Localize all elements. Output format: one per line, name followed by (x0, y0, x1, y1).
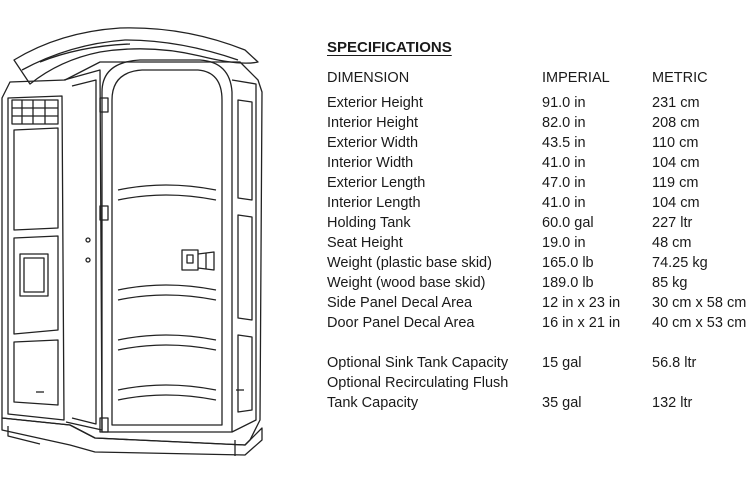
door (112, 70, 222, 425)
table-row (327, 273, 750, 293)
row-label: Holding Tank (327, 215, 411, 231)
row-metric: 48 cm (652, 235, 692, 251)
table-row (327, 233, 750, 253)
row-label: Tank Capacity (327, 395, 419, 411)
table-row (327, 213, 750, 233)
spec-title: SPECIFICATIONS (327, 39, 452, 56)
row-imperial: 165.0 lb (542, 255, 594, 271)
row-imperial: 12 in x 23 in (542, 295, 621, 311)
row-label: Weight (wood base skid) (327, 275, 486, 291)
roof (14, 28, 258, 84)
row-metric: 119 cm (652, 175, 699, 191)
row-imperial: 16 in x 21 in (542, 315, 621, 331)
row-label: Exterior Width (327, 135, 419, 151)
row-label: Seat Height (327, 235, 403, 251)
row-metric: 40 cm x 53 cm (652, 315, 747, 331)
row-imperial: 47.0 in (542, 175, 586, 191)
col-metric: METRIC (652, 70, 708, 86)
optional-row (327, 393, 750, 413)
row-metric: 227 ltr (652, 215, 693, 231)
row-label: Door Panel Decal Area (327, 315, 475, 331)
row-metric: 132 ltr (652, 395, 693, 411)
table-row (327, 293, 750, 313)
optional-row (327, 353, 750, 373)
row-metric: 74.25 kg (652, 255, 708, 271)
row-metric: 104 cm (652, 195, 700, 211)
row-label: Side Panel Decal Area (327, 295, 473, 311)
row-imperial: 189.0 lb (542, 275, 594, 291)
row-label: Weight (plastic base skid) (327, 255, 492, 271)
row-metric: 85 kg (652, 275, 688, 291)
vent-grille (12, 100, 58, 124)
row-imperial: 35 gal (542, 395, 582, 411)
row-label: Optional Sink Tank Capacity (327, 355, 509, 371)
table-row (327, 173, 750, 193)
door-latch (182, 250, 214, 270)
col-dimension: DIMENSION (327, 70, 410, 86)
table-row (327, 253, 750, 273)
header-row (327, 68, 750, 88)
table-row (327, 193, 750, 213)
portable-toilet-illustration (0, 0, 300, 490)
optional-row (327, 373, 750, 393)
row-label: Interior Height (327, 115, 419, 131)
row-metric: 231 cm (652, 95, 700, 111)
row-imperial: 91.0 in (542, 95, 586, 111)
table-row (327, 93, 750, 113)
row-label: Optional Recirculating Flush (327, 375, 509, 391)
row-label: Exterior Length (327, 175, 426, 191)
row-imperial: 15 gal (542, 355, 582, 371)
row-metric: 104 cm (652, 155, 700, 171)
table-row (327, 133, 750, 153)
section-spacer (327, 333, 750, 353)
row-imperial: 43.5 in (542, 135, 586, 151)
row-imperial: 19.0 in (542, 235, 586, 251)
row-metric: 110 cm (652, 135, 699, 151)
row-metric: 208 cm (652, 115, 700, 131)
specifications-table (327, 38, 750, 413)
row-imperial: 82.0 in (542, 115, 586, 131)
table-row (327, 113, 750, 133)
col-imperial: IMPERIAL (542, 70, 610, 86)
row-imperial: 41.0 in (542, 155, 586, 171)
table-row (327, 153, 750, 173)
row-label: Interior Width (327, 155, 414, 171)
row-metric: 30 cm x 58 cm (652, 295, 747, 311)
table-row (327, 313, 750, 333)
base-skid (2, 418, 262, 455)
row-metric: 56.8 ltr (652, 355, 697, 371)
row-imperial: 41.0 in (542, 195, 586, 211)
row-label: Exterior Height (327, 95, 423, 111)
row-label: Interior Length (327, 195, 421, 211)
row-imperial: 60.0 gal (542, 215, 594, 231)
door-frame (102, 60, 232, 432)
